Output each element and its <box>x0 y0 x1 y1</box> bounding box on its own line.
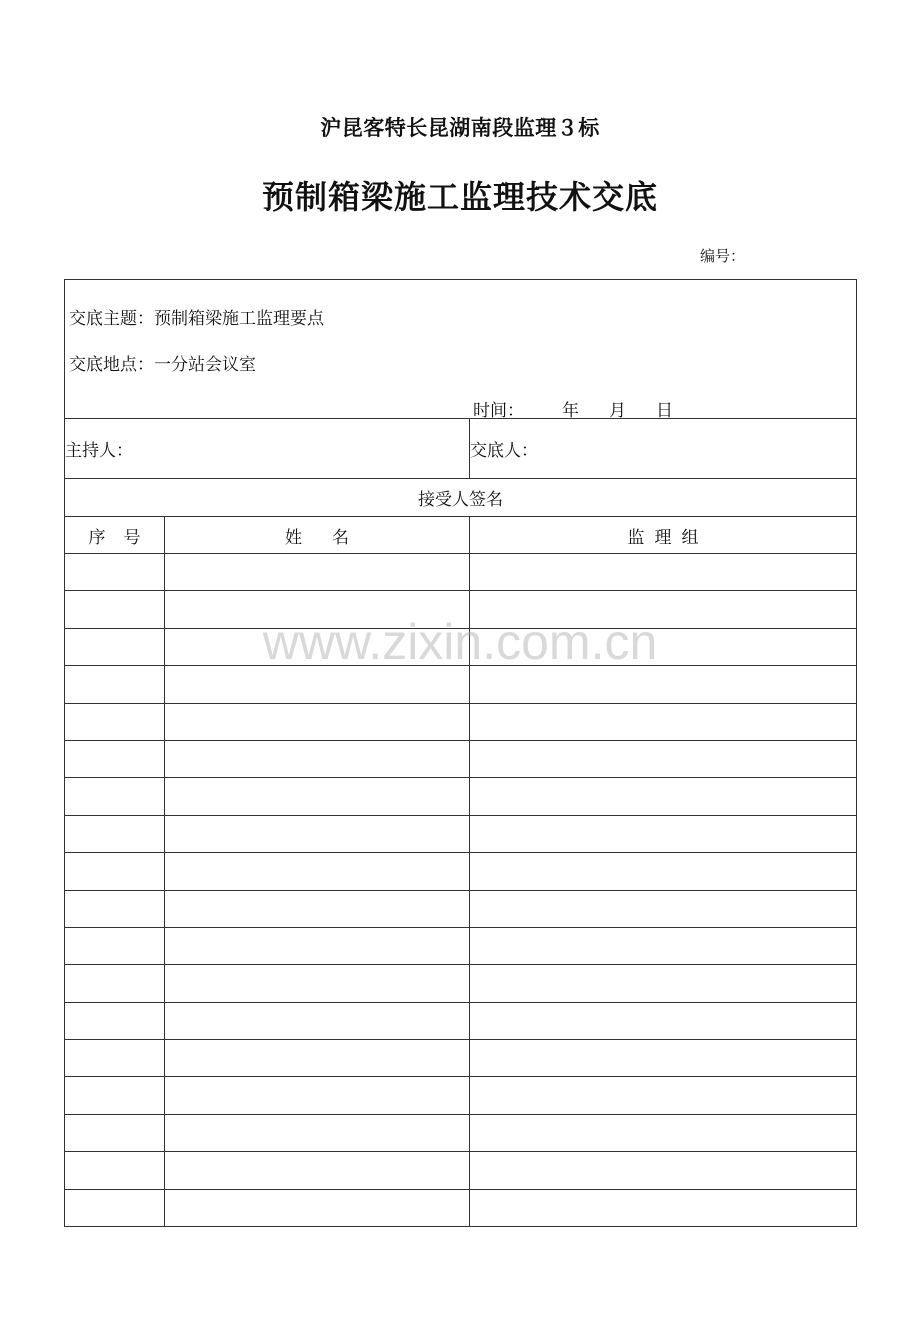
signature-rows <box>65 554 857 1227</box>
seq-cell[interactable] <box>65 554 165 591</box>
table-row <box>65 1189 857 1226</box>
time-year: 年 <box>562 401 579 421</box>
seq-cell[interactable] <box>65 927 165 964</box>
group-cell[interactable] <box>470 1040 857 1077</box>
name-cell[interactable] <box>165 1152 470 1189</box>
name-cell[interactable] <box>165 740 470 777</box>
seq-cell[interactable] <box>65 1152 165 1189</box>
group-cell[interactable] <box>470 740 857 777</box>
watermark-text: www.zixin.com.cn <box>262 614 658 670</box>
column-header-name: 姓名 <box>165 517 470 554</box>
group-cell[interactable] <box>470 1002 857 1039</box>
seq-cell[interactable] <box>65 853 165 890</box>
seq-cell[interactable] <box>65 778 165 815</box>
name-cell[interactable] <box>165 703 470 740</box>
seq-cell[interactable] <box>65 1077 165 1114</box>
table-row <box>65 666 857 703</box>
host-cell <box>65 419 470 479</box>
table-row <box>65 778 857 815</box>
group-cell[interactable] <box>470 890 857 927</box>
name-cell[interactable] <box>165 1002 470 1039</box>
seq-cell[interactable] <box>65 703 165 740</box>
name-cell[interactable] <box>165 591 470 628</box>
group-cell[interactable] <box>470 1152 857 1189</box>
group-cell[interactable] <box>470 815 857 852</box>
seq-cell[interactable] <box>65 666 165 703</box>
group-cell[interactable] <box>470 666 857 703</box>
name-cell[interactable] <box>165 815 470 852</box>
group-cell[interactable] <box>470 591 857 628</box>
time-month: 月 <box>609 401 626 421</box>
table-row <box>65 965 857 1002</box>
document-number-label: 编号： <box>700 247 746 265</box>
table-row <box>65 554 857 591</box>
seq-cell[interactable] <box>65 628 165 665</box>
table-row <box>65 853 857 890</box>
name-cell[interactable] <box>165 554 470 591</box>
name-cell[interactable] <box>165 628 470 665</box>
document-subtitle: 沪昆客特长昆湖南段监理３标 <box>320 116 600 140</box>
seq-cell[interactable] <box>65 1002 165 1039</box>
table-row <box>65 1002 857 1039</box>
seq-cell[interactable] <box>65 815 165 852</box>
time-label: 时间： <box>473 401 524 421</box>
group-cell[interactable] <box>470 628 857 665</box>
name-cell[interactable] <box>165 1040 470 1077</box>
group-cell[interactable] <box>470 554 857 591</box>
table-row <box>65 1040 857 1077</box>
table-row <box>65 1077 857 1114</box>
table-row <box>65 591 857 628</box>
group-cell[interactable] <box>470 853 857 890</box>
group-cell[interactable] <box>470 1114 857 1151</box>
group-cell[interactable] <box>470 1077 857 1114</box>
seq-cell[interactable] <box>65 890 165 927</box>
name-cell[interactable] <box>165 853 470 890</box>
table-row <box>65 1114 857 1151</box>
name-cell[interactable] <box>165 890 470 927</box>
name-cell[interactable] <box>165 1114 470 1151</box>
seq-cell[interactable] <box>65 1040 165 1077</box>
host-label: 主持人： <box>65 441 133 461</box>
signature-section-title: 接受人签名 <box>65 479 857 517</box>
briefing-time <box>473 396 673 421</box>
name-cell[interactable] <box>165 927 470 964</box>
table-row <box>65 1152 857 1189</box>
table-row <box>65 703 857 740</box>
name-cell[interactable] <box>165 666 470 703</box>
group-cell[interactable] <box>470 703 857 740</box>
column-header-group: 监理组 <box>470 517 857 554</box>
name-cell[interactable] <box>165 1189 470 1226</box>
seq-cell[interactable] <box>65 1189 165 1226</box>
time-day: 日 <box>656 401 673 421</box>
table-row <box>65 890 857 927</box>
table-row <box>65 740 857 777</box>
group-cell[interactable] <box>470 927 857 964</box>
seq-cell[interactable] <box>65 591 165 628</box>
table-row <box>65 927 857 964</box>
group-cell[interactable] <box>470 778 857 815</box>
name-cell[interactable] <box>165 1077 470 1114</box>
briefing-topic: 交底主题：预制箱梁施工监理要点 <box>69 309 324 329</box>
seq-cell[interactable] <box>65 1114 165 1151</box>
table-row <box>65 628 857 665</box>
column-header-seq: 序号 <box>65 517 165 554</box>
group-cell[interactable] <box>470 1189 857 1226</box>
group-cell[interactable] <box>470 965 857 1002</box>
seq-cell[interactable] <box>65 740 165 777</box>
name-cell[interactable] <box>165 965 470 1002</box>
name-cell[interactable] <box>165 778 470 815</box>
presenter-label: 交底人： <box>470 441 538 461</box>
seq-cell[interactable] <box>65 965 165 1002</box>
briefing-info-cell <box>65 280 857 419</box>
briefing-form-table <box>64 279 857 1227</box>
table-row <box>65 815 857 852</box>
document-title: 预制箱梁施工监理技术交底 <box>261 178 658 216</box>
briefing-place: 交底地点：一分站会议室 <box>69 355 256 375</box>
presenter-cell <box>470 419 857 479</box>
